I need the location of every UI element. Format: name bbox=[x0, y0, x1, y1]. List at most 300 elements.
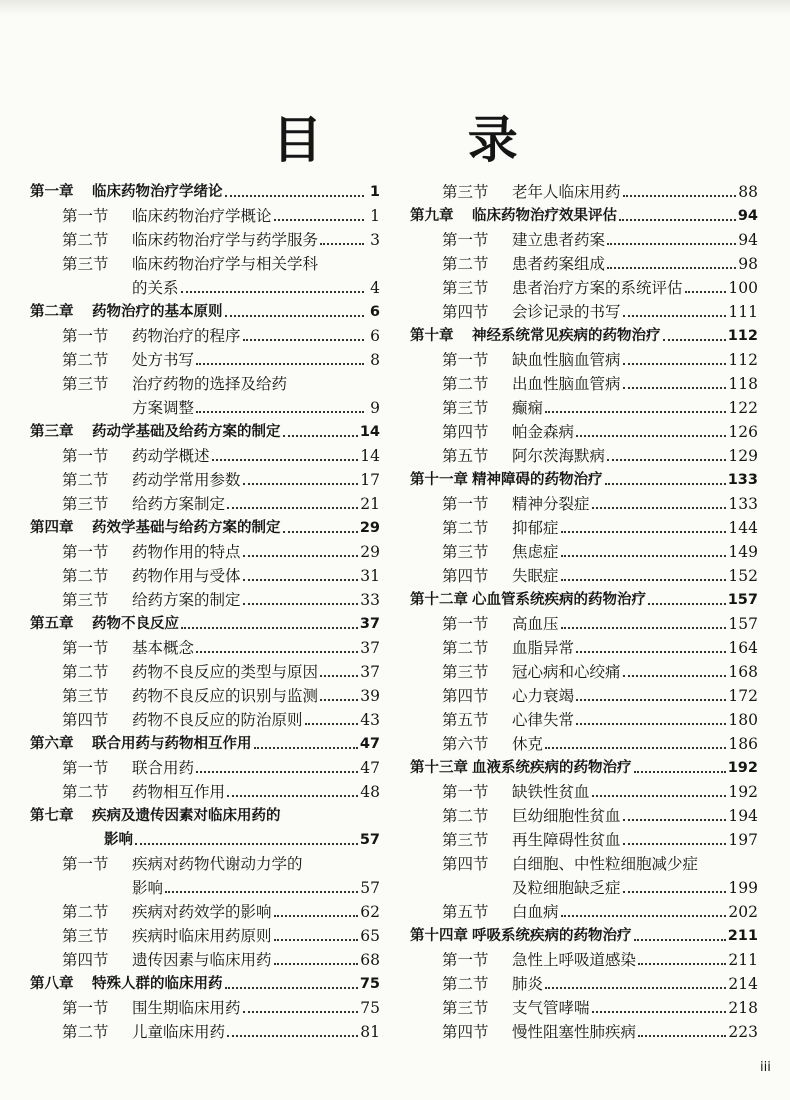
toc-section-entry bbox=[30, 948, 380, 972]
toc-entry-title: 治疗药物的选择及给药 bbox=[132, 375, 288, 393]
toc-chapter-entry bbox=[30, 732, 380, 756]
toc-entry-title: 药动学概述 bbox=[132, 447, 210, 465]
toc-leader-dots bbox=[243, 603, 359, 605]
toc-section-entry bbox=[30, 276, 380, 300]
toc-entry-label: 第一节 bbox=[442, 951, 489, 969]
toc-entry-title: 临床药物治疗学与药学服务 bbox=[132, 231, 319, 249]
toc-entry-label: 第三节 bbox=[62, 255, 109, 273]
toc-entry-title: 癫痫 bbox=[512, 399, 544, 417]
toc-section-entry bbox=[410, 732, 758, 756]
toc-section-entry bbox=[30, 252, 380, 276]
toc-entry-label: 第三节 bbox=[442, 279, 489, 297]
toc-entry-title: 药物不良反应 bbox=[92, 616, 179, 632]
toc-page-number: 75 bbox=[360, 999, 380, 1017]
toc-section-entry bbox=[410, 228, 758, 252]
toc-page-number: 192 bbox=[728, 783, 758, 801]
toc-entry-title: 药动学基础及给药方案的制定 bbox=[92, 424, 281, 440]
toc-leader-dots bbox=[561, 627, 727, 629]
toc-entry-label: 第一节 bbox=[442, 351, 489, 369]
toc-entry-label: 第十三章 bbox=[410, 760, 468, 776]
toc-chapter-entry bbox=[410, 924, 758, 948]
toc-leader-dots bbox=[243, 555, 359, 557]
toc-entry-title: 特殊人群的临床用药 bbox=[92, 976, 223, 992]
toc-entry-label: 第七章 bbox=[30, 808, 74, 824]
toc-section-entry bbox=[410, 996, 758, 1020]
toc-entry-label: 第二节 bbox=[62, 231, 109, 249]
toc-section-entry bbox=[410, 300, 758, 324]
toc-chapter-entry bbox=[30, 180, 380, 204]
toc-section-entry bbox=[30, 852, 380, 876]
toc-entry-label: 第五节 bbox=[442, 447, 489, 465]
toc-section-entry bbox=[30, 1020, 380, 1044]
toc-leader-dots bbox=[619, 219, 736, 221]
toc-page-number: 94 bbox=[738, 231, 758, 249]
toc-section-entry bbox=[30, 372, 380, 396]
toc-chapter-entry bbox=[410, 204, 758, 228]
toc-entry-label: 第四节 bbox=[62, 951, 109, 969]
toc-entry-label: 第一节 bbox=[442, 495, 489, 513]
toc-entry-title: 帕金森病 bbox=[512, 423, 575, 441]
toc-entry-title: 支气管哮喘 bbox=[512, 999, 590, 1017]
toc-chapter-entry bbox=[410, 324, 758, 348]
toc-entry-label: 第二章 bbox=[30, 304, 74, 320]
toc-entry-title: 疾病对药物代谢动力学的 bbox=[132, 855, 303, 873]
toc-entry-label: 第三节 bbox=[442, 663, 489, 681]
toc-page-number: 88 bbox=[738, 183, 758, 201]
toc-leader-dots bbox=[243, 339, 364, 341]
toc-entry-title: 影响 bbox=[132, 879, 164, 897]
toc-leader-dots bbox=[623, 195, 737, 197]
toc-section-entry bbox=[410, 564, 758, 588]
toc-page-number: 218 bbox=[728, 999, 758, 1017]
toc-entry-title: 心血管系统疾病的药物治疗 bbox=[472, 592, 646, 608]
toc-page-number: 112 bbox=[727, 328, 758, 344]
toc-leader-dots bbox=[225, 987, 358, 989]
toc-leader-dots bbox=[623, 675, 727, 677]
toc-entry-label: 第六章 bbox=[30, 736, 74, 752]
toc-chapter-entry bbox=[410, 468, 758, 492]
toc-entry-title: 围生期临床用药 bbox=[132, 999, 241, 1017]
toc-chapter-entry bbox=[30, 972, 380, 996]
toc-page-number: 57 bbox=[359, 832, 380, 848]
toc-entry-title: 药物作用的特点 bbox=[132, 543, 241, 561]
toc-section-entry bbox=[410, 372, 758, 396]
toc-leader-dots bbox=[320, 675, 358, 677]
toc-page-number: 31 bbox=[360, 567, 380, 585]
toc-entry-label: 第一节 bbox=[62, 639, 109, 657]
toc-leader-dots bbox=[576, 435, 726, 437]
toc-leader-dots bbox=[638, 1035, 726, 1037]
toc-entry-label: 第四节 bbox=[442, 567, 489, 585]
toc-entry-label: 第三节 bbox=[62, 375, 109, 393]
toc-leader-dots bbox=[623, 315, 727, 317]
toc-leader-dots bbox=[607, 459, 726, 461]
toc-entry-label: 第五节 bbox=[442, 711, 489, 729]
toc-entry-title: 药物治疗的程序 bbox=[132, 327, 241, 345]
toc-page-number: 39 bbox=[360, 687, 380, 705]
toc-entry-title: 患者药案组成 bbox=[512, 255, 606, 273]
toc-entry-label: 第二节 bbox=[442, 255, 489, 273]
toc-section-entry bbox=[410, 684, 758, 708]
toc-entry-title: 出血性脑血管病 bbox=[512, 375, 621, 393]
toc-entry-label: 第十四章 bbox=[410, 928, 468, 944]
toc-entry-title: 老年人临床用药 bbox=[512, 183, 621, 201]
toc-page-number: 17 bbox=[360, 471, 380, 489]
toc-page-number: 81 bbox=[360, 1023, 380, 1041]
page-title: 目 录 bbox=[272, 110, 582, 169]
toc-entry-label: 第二节 bbox=[442, 639, 489, 657]
toc-leader-dots bbox=[227, 507, 358, 509]
toc-entry-title: 休克 bbox=[512, 735, 544, 753]
toc-leader-dots bbox=[576, 651, 726, 653]
page-edge-shadow bbox=[0, 0, 790, 16]
toc-entry-title: 疾病及遗传因素对临床用药的 bbox=[92, 808, 281, 824]
toc-page-number: 180 bbox=[728, 711, 758, 729]
toc-section-entry bbox=[410, 348, 758, 372]
toc-entry-label: 第二节 bbox=[62, 663, 109, 681]
toc-entry-label: 第二节 bbox=[62, 567, 109, 585]
toc-page-number: 157 bbox=[728, 615, 758, 633]
toc-entry-label: 第一节 bbox=[62, 543, 109, 561]
toc-entry-label: 第一节 bbox=[62, 447, 109, 465]
toc-leader-dots bbox=[274, 963, 359, 965]
toc-entry-label: 第三节 bbox=[442, 999, 489, 1017]
toc-entry-title: 阿尔茨海默病 bbox=[512, 447, 606, 465]
toc-leader-dots bbox=[623, 819, 727, 821]
toc-page-number: 29 bbox=[359, 520, 380, 536]
toc-entry-label: 第三节 bbox=[442, 543, 489, 561]
toc-entry-title: 药效学基础与给药方案的制定 bbox=[92, 520, 281, 536]
toc-entry-title: 遗传因素与临床用药 bbox=[132, 951, 272, 969]
toc-entry-label: 第五节 bbox=[442, 903, 489, 921]
toc-page-number: 202 bbox=[728, 903, 758, 921]
toc-section-entry bbox=[30, 900, 380, 924]
toc-entry-title: 焦虑症 bbox=[512, 543, 559, 561]
toc-entry-label: 第四节 bbox=[442, 303, 489, 321]
toc-leader-dots bbox=[212, 459, 359, 461]
toc-section-entry bbox=[30, 780, 380, 804]
toc-entry-title: 心律失常 bbox=[512, 711, 575, 729]
toc-page-number: 197 bbox=[728, 831, 758, 849]
toc-leader-dots bbox=[243, 579, 359, 581]
toc-entry-title: 联合用药 bbox=[132, 759, 195, 777]
toc-page-number: 129 bbox=[728, 447, 758, 465]
toc-chapter-entry bbox=[30, 612, 380, 636]
toc-leader-dots bbox=[592, 1011, 727, 1013]
toc-entry-title: 白血病 bbox=[512, 903, 559, 921]
toc-entry-label: 第三节 bbox=[62, 927, 109, 945]
toc-entry-title: 血脂异常 bbox=[512, 639, 575, 657]
toc-page-number: 211 bbox=[727, 928, 758, 944]
toc-page-number: 98 bbox=[738, 255, 758, 273]
toc-page-number: 152 bbox=[728, 567, 758, 585]
toc-leader-dots bbox=[227, 1035, 358, 1037]
toc-page-number: 57 bbox=[360, 879, 380, 897]
toc-section-entry bbox=[410, 420, 758, 444]
toc-entry-label: 第一节 bbox=[62, 855, 109, 873]
toc-leader-dots bbox=[225, 315, 365, 317]
toc-leader-dots bbox=[196, 771, 358, 773]
toc-section-entry bbox=[410, 444, 758, 468]
toc-chapter-entry bbox=[30, 516, 380, 540]
toc-leader-dots bbox=[320, 699, 358, 701]
toc-section-entry bbox=[410, 636, 758, 660]
toc-leader-dots bbox=[592, 795, 727, 797]
toc-entry-title: 白细胞、中性粒细胞减少症 bbox=[512, 855, 699, 873]
toc-leader-dots bbox=[283, 531, 358, 533]
toc-entry-title: 巨幼细胞性贫血 bbox=[512, 807, 621, 825]
toc-entry-title: 急性上呼吸道感染 bbox=[512, 951, 637, 969]
toc-entry-title: 儿童临床用药 bbox=[132, 1023, 226, 1041]
toc-page-number: 186 bbox=[728, 735, 758, 753]
toc-section-entry bbox=[30, 228, 380, 252]
toc-page-number: 94 bbox=[737, 208, 758, 224]
toc-section-entry bbox=[410, 276, 758, 300]
toc-section-entry bbox=[30, 204, 380, 228]
page-number: iii bbox=[760, 1060, 771, 1075]
toc-page-number: 8 bbox=[370, 351, 380, 369]
toc-leader-dots bbox=[607, 267, 736, 269]
toc-section-entry bbox=[410, 492, 758, 516]
toc-leader-dots bbox=[561, 531, 727, 533]
toc-leader-dots bbox=[181, 291, 364, 293]
toc-section-entry bbox=[30, 348, 380, 372]
toc-entry-label: 第六节 bbox=[442, 735, 489, 753]
toc-leader-dots bbox=[685, 291, 727, 293]
toc-section-entry bbox=[410, 612, 758, 636]
toc-entry-title: 药物不良反应的识别与监测 bbox=[132, 687, 319, 705]
toc-entry-title: 联合用药与药物相互作用 bbox=[92, 736, 252, 752]
toc-entry-label: 第十章 bbox=[410, 328, 454, 344]
toc-entry-title: 高血压 bbox=[512, 615, 559, 633]
toc-page-number: 43 bbox=[360, 711, 380, 729]
toc-leader-dots bbox=[592, 507, 727, 509]
toc-entry-title: 疾病时临床用药原则 bbox=[132, 927, 272, 945]
toc-page-number: 1 bbox=[369, 184, 380, 200]
toc-leader-dots bbox=[283, 435, 358, 437]
toc-entry-title: 药物相互作用 bbox=[132, 783, 226, 801]
toc-leader-dots bbox=[545, 411, 726, 413]
toc-section-entry bbox=[410, 180, 758, 204]
toc-leader-dots bbox=[243, 483, 359, 485]
toc-entry-title: 血液系统疾病的药物治疗 bbox=[472, 760, 632, 776]
toc-entry-label: 第一节 bbox=[62, 999, 109, 1017]
toc-section-entry bbox=[30, 708, 380, 732]
toc-leader-dots bbox=[623, 387, 727, 389]
toc-section-entry bbox=[30, 492, 380, 516]
toc-section-entry bbox=[410, 828, 758, 852]
toc-section-entry bbox=[410, 708, 758, 732]
toc-page-number: 144 bbox=[728, 519, 758, 537]
toc-entry-title: 及粒细胞缺乏症 bbox=[512, 879, 621, 897]
toc-page-number: 37 bbox=[360, 639, 380, 657]
toc-entry-title: 临床药物治疗学绪论 bbox=[92, 184, 223, 200]
toc-leader-dots bbox=[274, 219, 364, 221]
toc-page-number: 211 bbox=[728, 951, 758, 969]
toc-entry-label: 第二节 bbox=[62, 1023, 109, 1041]
toc-page-number: 126 bbox=[728, 423, 758, 441]
toc-entry-label: 第四节 bbox=[62, 711, 109, 729]
toc-page-number: 1 bbox=[370, 207, 380, 225]
toc-section-entry bbox=[30, 660, 380, 684]
toc-entry-title: 基本概念 bbox=[132, 639, 195, 657]
toc-section-entry bbox=[410, 1020, 758, 1044]
toc-page-number: 29 bbox=[360, 543, 380, 561]
toc-entry-label: 第三节 bbox=[442, 183, 489, 201]
toc-section-entry bbox=[30, 828, 380, 852]
toc-page-number: 21 bbox=[360, 495, 380, 513]
toc-entry-title: 药物作用与受体 bbox=[132, 567, 241, 585]
toc-leader-dots bbox=[561, 579, 727, 581]
toc-leader-dots bbox=[607, 243, 736, 245]
toc-section-entry bbox=[410, 948, 758, 972]
toc-page-number: 118 bbox=[728, 375, 758, 393]
toc-entry-title: 临床药物治疗效果评估 bbox=[472, 208, 617, 224]
toc-section-entry bbox=[30, 684, 380, 708]
toc-page-number: 100 bbox=[728, 279, 758, 297]
toc-page-number: 192 bbox=[727, 760, 758, 776]
toc-entry-title: 神经系统常见疾病的药物治疗 bbox=[472, 328, 661, 344]
toc-page-number: 9 bbox=[370, 399, 380, 417]
toc-leader-dots bbox=[165, 891, 358, 893]
toc-section-entry bbox=[410, 852, 758, 876]
toc-entry-title: 抑郁症 bbox=[512, 519, 559, 537]
toc-leader-dots bbox=[227, 795, 358, 797]
toc-leader-dots bbox=[181, 627, 358, 629]
toc-leader-dots bbox=[638, 963, 726, 965]
toc-page-number: 68 bbox=[360, 951, 380, 969]
toc-page-number: 149 bbox=[728, 543, 758, 561]
toc-leader-dots bbox=[274, 915, 359, 917]
toc-right-column bbox=[410, 180, 758, 1044]
toc-leader-dots bbox=[561, 555, 727, 557]
toc-section-entry bbox=[30, 756, 380, 780]
toc-entry-label: 第四节 bbox=[442, 423, 489, 441]
toc-page-number: 133 bbox=[727, 472, 758, 488]
toc-page-number: 157 bbox=[727, 592, 758, 608]
toc-chapter-entry bbox=[410, 588, 758, 612]
toc-page-number: 172 bbox=[728, 687, 758, 705]
toc-leader-dots bbox=[254, 747, 358, 749]
toc-entry-label: 第一节 bbox=[62, 207, 109, 225]
toc-page-number: 62 bbox=[360, 903, 380, 921]
toc-page-number: 48 bbox=[360, 783, 380, 801]
toc-entry-label: 第一章 bbox=[30, 184, 74, 200]
toc-entry-label: 第二节 bbox=[62, 351, 109, 369]
toc-leader-dots bbox=[320, 243, 364, 245]
toc-entry-label: 第三节 bbox=[62, 687, 109, 705]
toc-section-entry bbox=[30, 636, 380, 660]
toc-chapter-entry bbox=[30, 300, 380, 324]
toc-page-number: 75 bbox=[359, 976, 380, 992]
toc-entry-title: 给药方案制定 bbox=[132, 495, 226, 513]
toc-entry-title: 会诊记录的书写 bbox=[512, 303, 621, 321]
toc-entry-title: 肺炎 bbox=[512, 975, 544, 993]
toc-entry-label: 第二节 bbox=[62, 903, 109, 921]
toc-leader-dots bbox=[545, 747, 726, 749]
toc-section-entry bbox=[410, 396, 758, 420]
toc-leader-dots bbox=[274, 939, 359, 941]
toc-page-number: 33 bbox=[360, 591, 380, 609]
toc-entry-title: 的关系 bbox=[132, 279, 179, 297]
toc-entry-title: 影响 bbox=[104, 832, 133, 848]
toc-entry-title: 药动学常用参数 bbox=[132, 471, 241, 489]
toc-section-entry bbox=[410, 516, 758, 540]
toc-leader-dots bbox=[196, 651, 358, 653]
toc-page-number: 194 bbox=[728, 807, 758, 825]
toc-page-number: 14 bbox=[359, 424, 380, 440]
toc-entry-title: 患者治疗方案的系统评估 bbox=[512, 279, 683, 297]
toc-section-entry bbox=[30, 876, 380, 900]
toc-entry-label: 第十一章 bbox=[410, 472, 468, 488]
toc-entry-label: 第三章 bbox=[30, 424, 74, 440]
toc-entry-label: 第二节 bbox=[62, 471, 109, 489]
toc-entry-label: 第五章 bbox=[30, 616, 74, 632]
toc-entry-label: 第二节 bbox=[442, 375, 489, 393]
toc-page-number: 47 bbox=[359, 736, 380, 752]
toc-section-entry bbox=[410, 804, 758, 828]
toc-leader-dots bbox=[623, 843, 727, 845]
toc-section-entry bbox=[30, 996, 380, 1020]
toc-chapter-entry bbox=[30, 420, 380, 444]
toc-entry-label: 第三节 bbox=[62, 591, 109, 609]
toc-leader-dots bbox=[623, 363, 727, 365]
toc-section-entry bbox=[30, 564, 380, 588]
toc-entry-title: 精神分裂症 bbox=[512, 495, 590, 513]
toc-entry-title: 药物不良反应的防治原则 bbox=[132, 711, 303, 729]
toc-entry-title: 疾病对药效学的影响 bbox=[132, 903, 272, 921]
toc-entry-title: 冠心病和心绞痛 bbox=[512, 663, 621, 681]
toc-section-entry bbox=[30, 396, 380, 420]
toc-section-entry bbox=[30, 540, 380, 564]
toc-chapter-entry bbox=[30, 804, 380, 828]
toc-section-entry bbox=[410, 972, 758, 996]
toc-entry-title: 给药方案的制定 bbox=[132, 591, 241, 609]
toc-entry-label: 第一节 bbox=[62, 327, 109, 345]
toc-leader-dots bbox=[305, 723, 359, 725]
toc-leader-dots bbox=[623, 891, 727, 893]
toc-entry-label: 第二节 bbox=[442, 807, 489, 825]
toc-leader-dots bbox=[196, 363, 364, 365]
toc-entry-label: 第二节 bbox=[442, 519, 489, 537]
toc-leader-dots bbox=[225, 195, 365, 197]
toc-entry-title: 药物治疗的基本原则 bbox=[92, 304, 223, 320]
toc-page-number: 122 bbox=[728, 399, 758, 417]
toc-section-entry bbox=[30, 588, 380, 612]
toc-leader-dots bbox=[545, 987, 726, 989]
toc-leader-dots bbox=[634, 939, 726, 941]
toc-section-entry bbox=[410, 252, 758, 276]
toc-page-number: 3 bbox=[370, 231, 380, 249]
toc-leader-dots bbox=[605, 483, 726, 485]
toc-entry-title: 缺铁性贫血 bbox=[512, 783, 590, 801]
toc-page-number: 65 bbox=[360, 927, 380, 945]
toc-entry-label: 第四节 bbox=[442, 1023, 489, 1041]
toc-leader-dots bbox=[576, 699, 726, 701]
toc-entry-title: 方案调整 bbox=[132, 399, 195, 417]
toc-page-number: 223 bbox=[728, 1023, 758, 1041]
toc-left-column bbox=[30, 180, 380, 1044]
toc-entry-title: 慢性阻塞性肺疾病 bbox=[512, 1023, 637, 1041]
toc-section-entry bbox=[30, 324, 380, 348]
toc-entry-label: 第一节 bbox=[62, 759, 109, 777]
toc-page-number: 133 bbox=[728, 495, 758, 513]
toc-leader-dots bbox=[196, 411, 364, 413]
toc-entry-label: 第十二章 bbox=[410, 592, 468, 608]
toc-page-number: 164 bbox=[728, 639, 758, 657]
toc-page-number: 37 bbox=[359, 616, 380, 632]
toc-entry-title: 建立患者药案 bbox=[512, 231, 606, 249]
